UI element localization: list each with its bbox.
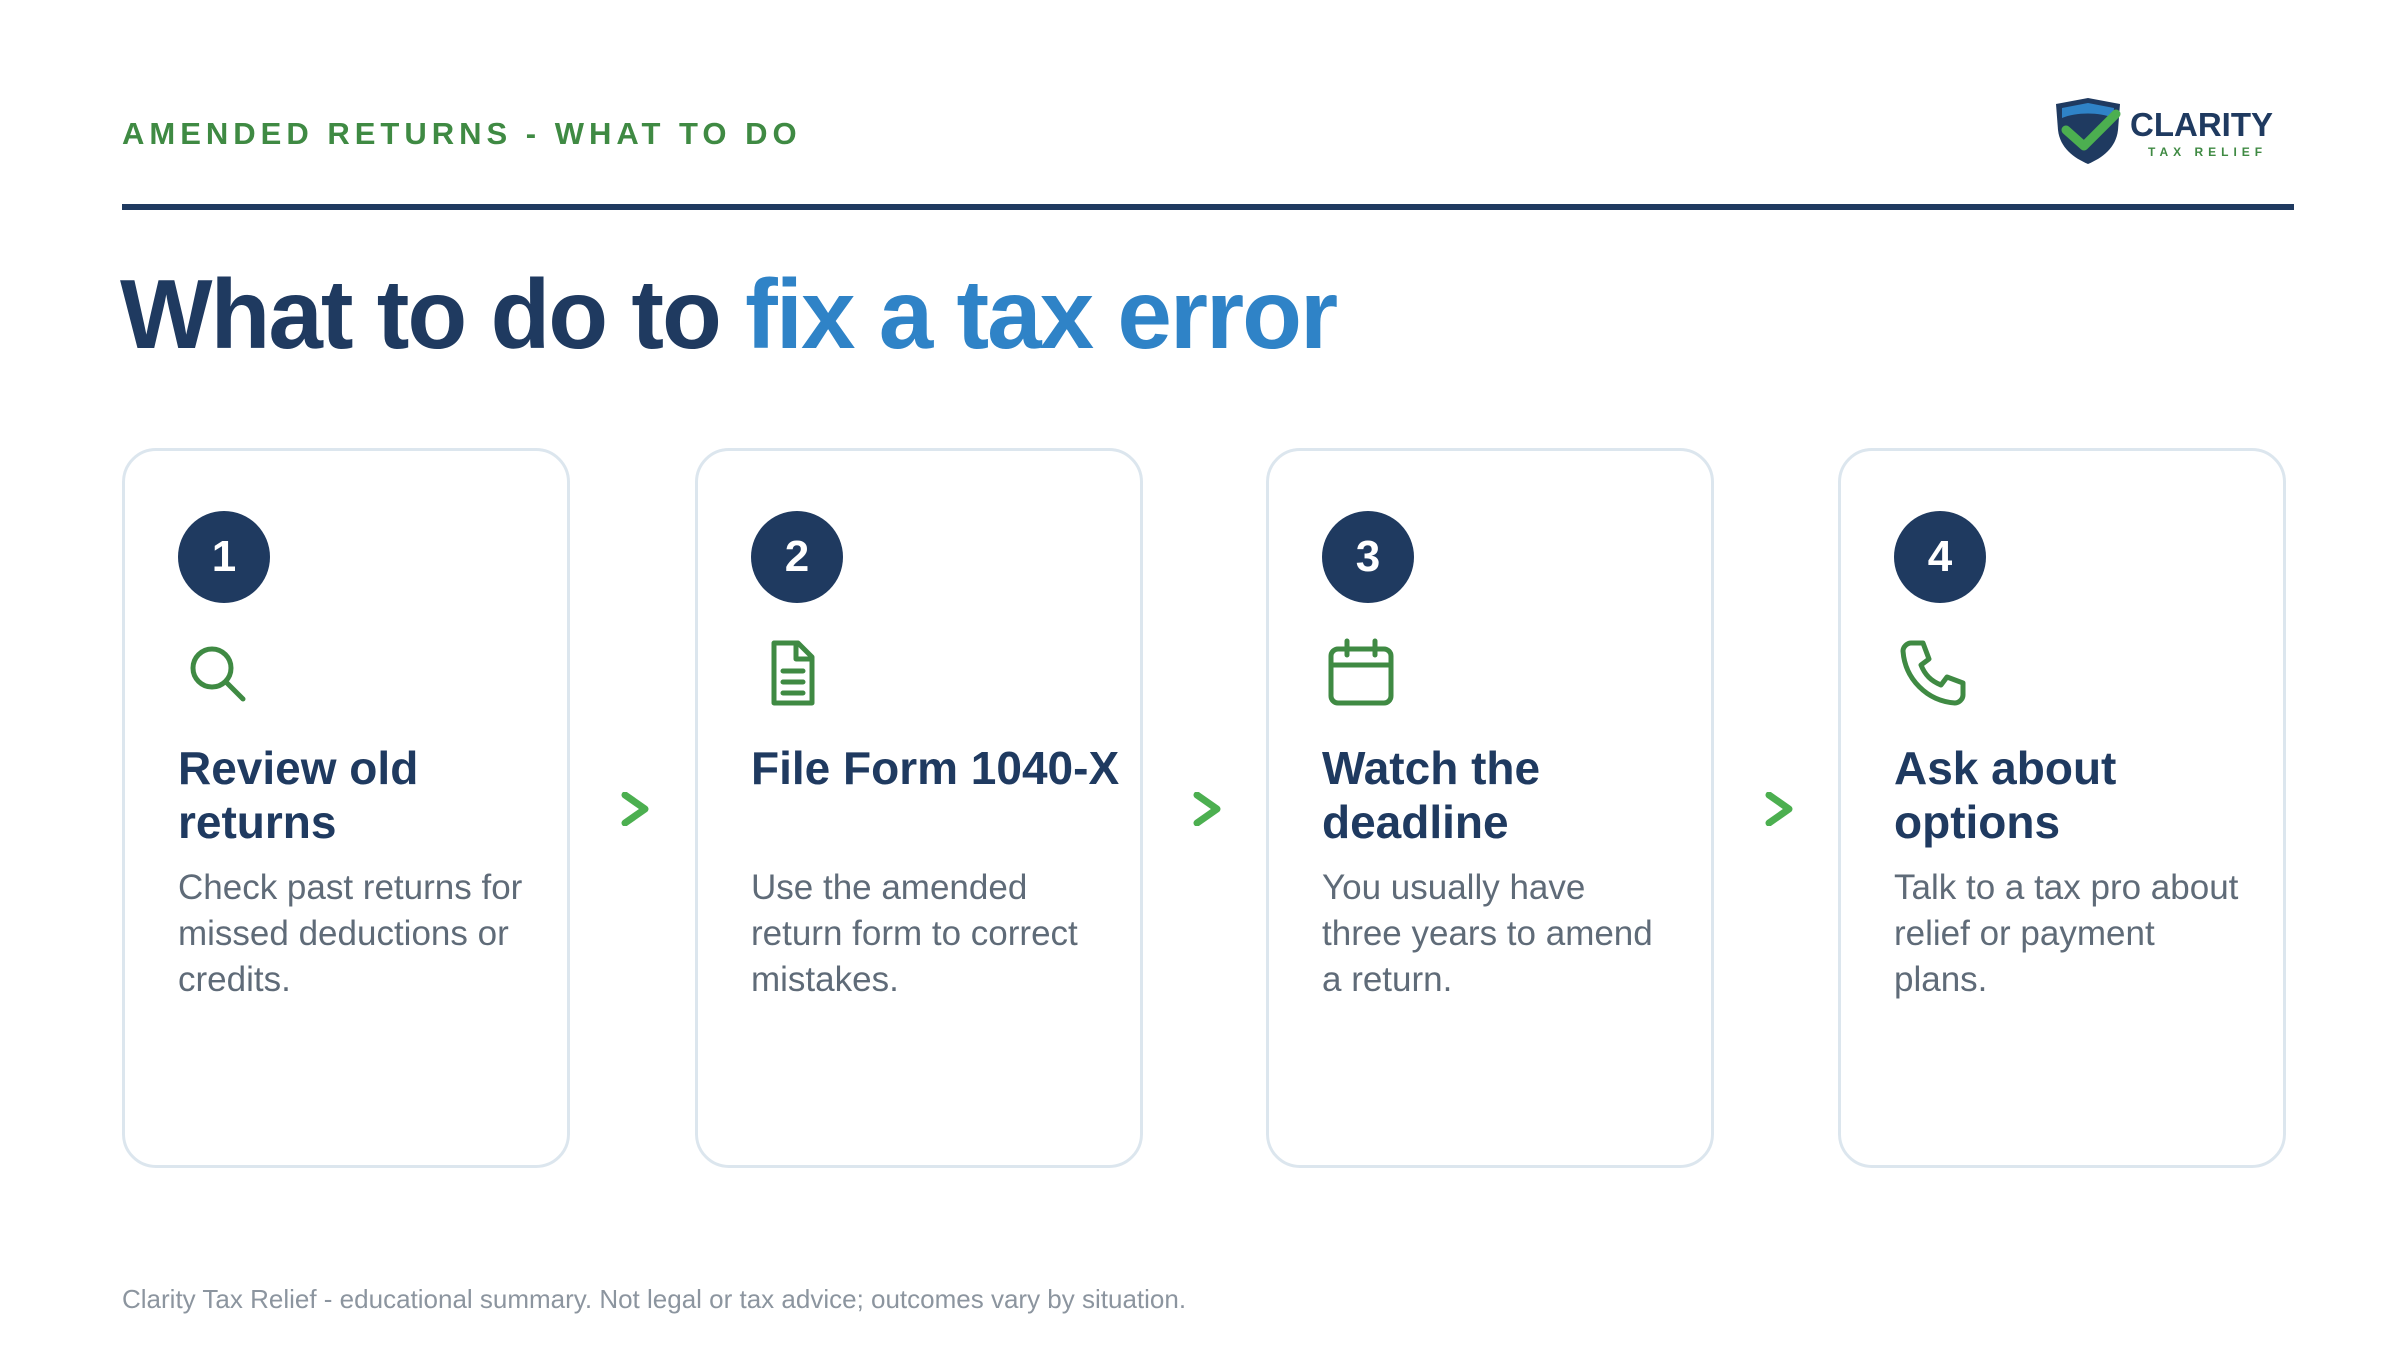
calendar-icon (1325, 637, 1397, 709)
step-description: Check past returns for missed deductions or credits. (178, 868, 523, 999)
step-number-badge: 3 (1322, 511, 1414, 603)
document-icon (754, 637, 826, 709)
chevron-right-icon (620, 792, 650, 826)
step-title: Review old returns (178, 742, 419, 848)
shield-icon (2056, 98, 2120, 164)
step-description: You usually have three years to amend a return. (1322, 868, 1653, 999)
chevron-right-icon (1192, 792, 1222, 826)
step-card-2 (695, 448, 1143, 1168)
header-divider (122, 204, 2294, 210)
step-title: File Form 1040-X (751, 742, 1120, 794)
title-main: What to do to (120, 259, 746, 369)
clarity-logo (2052, 96, 2292, 166)
step-card-3 (1266, 448, 1714, 1168)
logo-tagline: TAX RELIEF (2148, 145, 2268, 159)
step-description: Use the amended return form to correct mistakes. (751, 868, 1078, 999)
step-number-badge: 1 (178, 511, 270, 603)
step-title: Watch the deadline (1322, 742, 1541, 848)
search-icon (181, 637, 253, 709)
step-number-badge: 2 (751, 511, 843, 603)
step-number-badge: 4 (1894, 511, 1986, 603)
phone-icon (1897, 637, 1969, 709)
step-card-1 (122, 448, 570, 1168)
title-accent: fix a tax error (745, 259, 1337, 369)
step-description: Talk to a tax pro about relief or payment plans. (1894, 868, 2239, 999)
logo-name: CLARITY (2130, 106, 2273, 143)
step-title: Ask about options (1894, 742, 2117, 848)
page-title (120, 258, 1336, 371)
section-eyebrow: AMENDED RETURNS - WHAT TO DO (122, 116, 802, 151)
chevron-right-icon (1764, 792, 1794, 826)
step-card-4 (1838, 448, 2286, 1168)
disclaimer-footer: Clarity Tax Relief - educational summary. Not legal or tax advice; outcomes vary by situation. (122, 1284, 1187, 1314)
